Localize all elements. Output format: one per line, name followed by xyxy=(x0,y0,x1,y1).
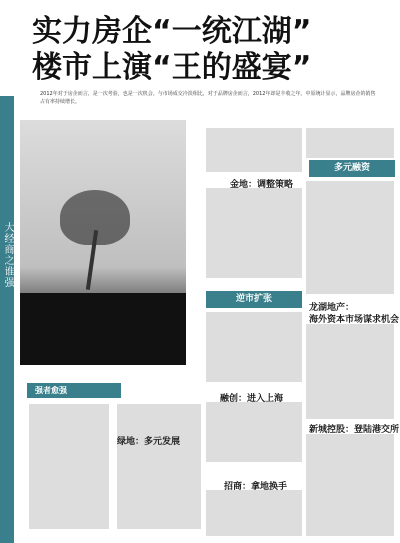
photo-caption: 强者愈强 xyxy=(27,383,121,398)
side-label: 大经商之谁强 xyxy=(2,222,13,288)
zhaoshang-text xyxy=(206,490,302,536)
rongchuang-text xyxy=(206,402,302,462)
headline xyxy=(32,14,392,86)
photo-tree xyxy=(20,120,186,365)
section-title-longhu-2: 海外资本市场谋求机会 xyxy=(309,315,400,325)
headline-line-2: 楼市上演“王的盛宴” xyxy=(32,50,312,85)
middle-column-text xyxy=(117,404,201,529)
section-title-zhaoshang: 招商：拿地换手 xyxy=(224,482,288,492)
band-reverse-expansion: 逆市扩张 xyxy=(206,291,302,308)
jindi-text xyxy=(206,188,302,278)
headline-line-1: 实力房企“一统江湖” xyxy=(32,14,312,49)
section-title-jindi: 金地：调整策略 xyxy=(230,180,294,190)
longhu-text xyxy=(306,324,394,419)
photo-ground xyxy=(20,293,186,365)
xincheng-text xyxy=(306,434,394,536)
section-title-lvdi: 绿地：多元发展 xyxy=(117,437,181,447)
reverse-expansion-text xyxy=(206,312,302,382)
section-title-xincheng: 新城控股：登陆港交所 xyxy=(309,425,400,435)
right-column-top-text xyxy=(306,128,394,158)
financing-text xyxy=(306,181,394,294)
lead-paragraph: 2012年对于房企而言，是一次考验，也是一次机会。与市场成交冷淡相比，对于品牌房企而言，2012年却是丰收之年。中原统计显示，品牌房企的销售占有率持续增长。 xyxy=(40,91,376,105)
center-column-top-text xyxy=(206,128,302,172)
side-strip xyxy=(0,96,14,543)
section-title-longhu-1: 龙湖地产： xyxy=(309,303,355,313)
section-title-rongchuang: 融创：进入上海 xyxy=(220,394,284,404)
left-column-text xyxy=(29,404,109,529)
band-financing: 多元融资 xyxy=(309,160,395,177)
